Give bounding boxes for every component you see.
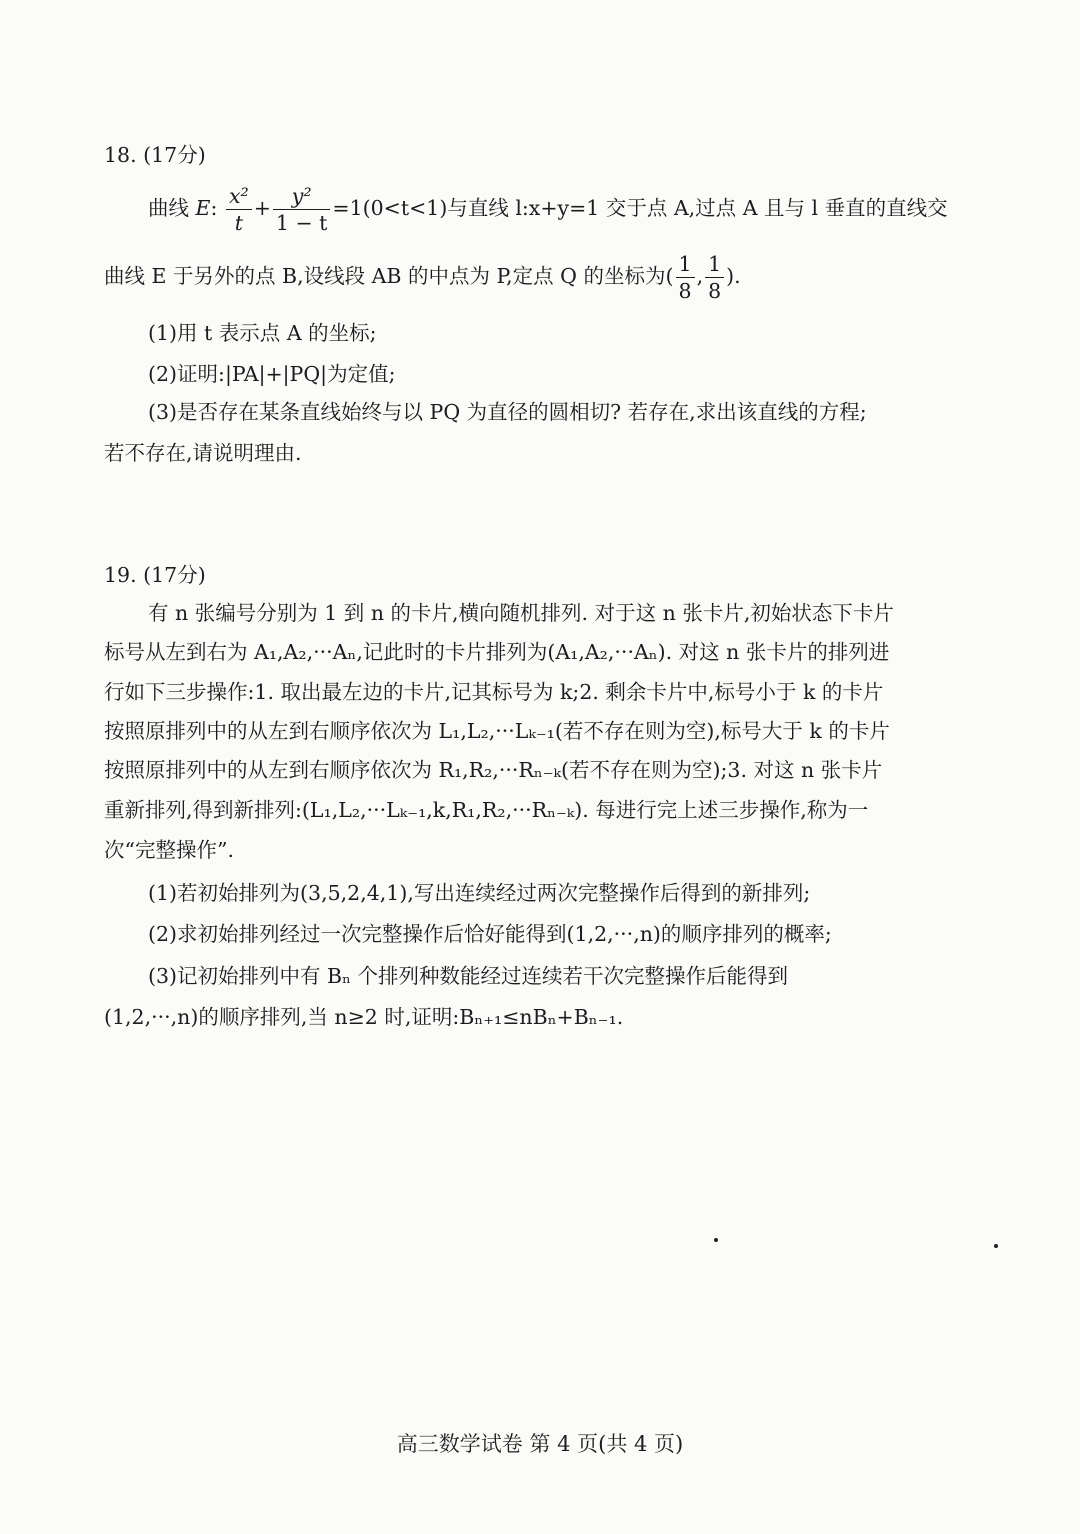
page-footer: 高三数学试卷 第 4 页(共 4 页) [396, 1432, 684, 1456]
coordinate-comma: , [696, 264, 704, 288]
scan-speck [994, 1244, 998, 1248]
scan-speck [714, 1238, 718, 1242]
q18-header: 18. (17分) [104, 143, 206, 167]
fraction-numerator: 1 [705, 254, 724, 278]
q19-part-1: (1)若初始排列为(3,5,2,4,1),写出连续经过两次完整操作后得到的新排列; [148, 881, 811, 905]
q19-part-3-line-2: (1,2,···,n)的顺序排列,当 n≥2 时,证明:Bₙ₊₁≤nBₙ+Bₙ₋₁. [104, 1005, 624, 1029]
fraction-numerator: y² [273, 186, 331, 210]
q18-part-1: (1)用 t 表示点 A 的坐标; [148, 321, 377, 345]
fraction-numerator: x² [226, 186, 252, 210]
q19-stem-line: 标号从左到右为 A₁,A₂,···Aₙ,记此时的卡片排列为(A₁,A₂,···Aₙ). 对这 n 张卡片的排列进 [104, 640, 890, 664]
q18-part-3-line-2: 若不存在,请说明理由. [104, 441, 302, 465]
q18-colon: : [210, 196, 218, 220]
fraction-denominator: t [234, 210, 243, 235]
fraction-one-eighth [705, 254, 724, 301]
q19-stem-line: 次“完整操作”. [104, 838, 234, 862]
q19-part-2: (2)求初始排列经过一次完整操作后恰好能得到(1,2,···,n)的顺序排列的概率; [148, 922, 832, 946]
q19-header: 19. (17分) [104, 563, 206, 587]
q19-stem-line: 按照原排列中的从左到右顺序依次为 L₁,L₂,···Lₖ₋₁(若不存在则为空),标号大于 k 的卡片 [104, 719, 890, 743]
q18-part-2: (2)证明:|PA|+|PQ|为定值; [148, 362, 396, 386]
fraction-x2-over-t [226, 186, 252, 233]
fraction-denominator: 1 − t [275, 210, 328, 235]
q18-stem-post: =1(0<t<1)与直线 l:x+y=1 交于点 A,过点 A 且与 l 垂直的直线交 [332, 196, 948, 220]
fraction-numerator: 1 [676, 254, 695, 278]
fraction-denominator: 8 [708, 278, 722, 303]
q18-stem-b-pre: 曲线 E 于另外的点 B,设线段 AB 的中点为 P,定点 Q 的坐标为( [104, 264, 674, 288]
fraction-one-eighth [676, 254, 695, 301]
q18-stem-line-1 [148, 180, 956, 236]
q19-part-3-line-1: (3)记初始排列中有 Bₙ 个排列种数能经过连续若干次完整操作后能得到 [148, 964, 789, 988]
q19-stem-line: 行如下三步操作:1. 取出最左边的卡片,记其标号为 k;2. 剩余卡片中,标号小于 k 的卡片 [104, 680, 884, 704]
q18-stem-line-2 [104, 248, 956, 304]
plus-sign: + [253, 196, 271, 220]
q19-stem-line: 重新排列,得到新排列:(L₁,L₂,···Lₖ₋₁,k,R₁,R₂,···Rₙ₋ₖ). 每进行完上述三步操作,称为一 [104, 798, 869, 822]
fraction-y2-over-1-minus-t [273, 186, 331, 233]
q19-stem-line: 按照原排列中的从左到右顺序依次为 R₁,R₂,···Rₙ₋ₖ(若不存在则为空);3. 对这 n 张卡片 [104, 758, 883, 782]
q18-stem-pre: 曲线 [148, 196, 196, 220]
q18-stem-b-post: ). [726, 264, 741, 288]
fraction-denominator: 8 [678, 278, 692, 303]
q19-stem-line: 有 n 张编号分别为 1 到 n 的卡片,横向随机排列. 对于这 n 张卡片,初始状态下卡片 [148, 601, 894, 625]
q18-part-3-line-1: (3)是否存在某条直线始终与以 PQ 为直径的圆相切? 若存在,求出该直线的方程; [148, 400, 867, 424]
q18-curve-name: E [195, 196, 211, 220]
